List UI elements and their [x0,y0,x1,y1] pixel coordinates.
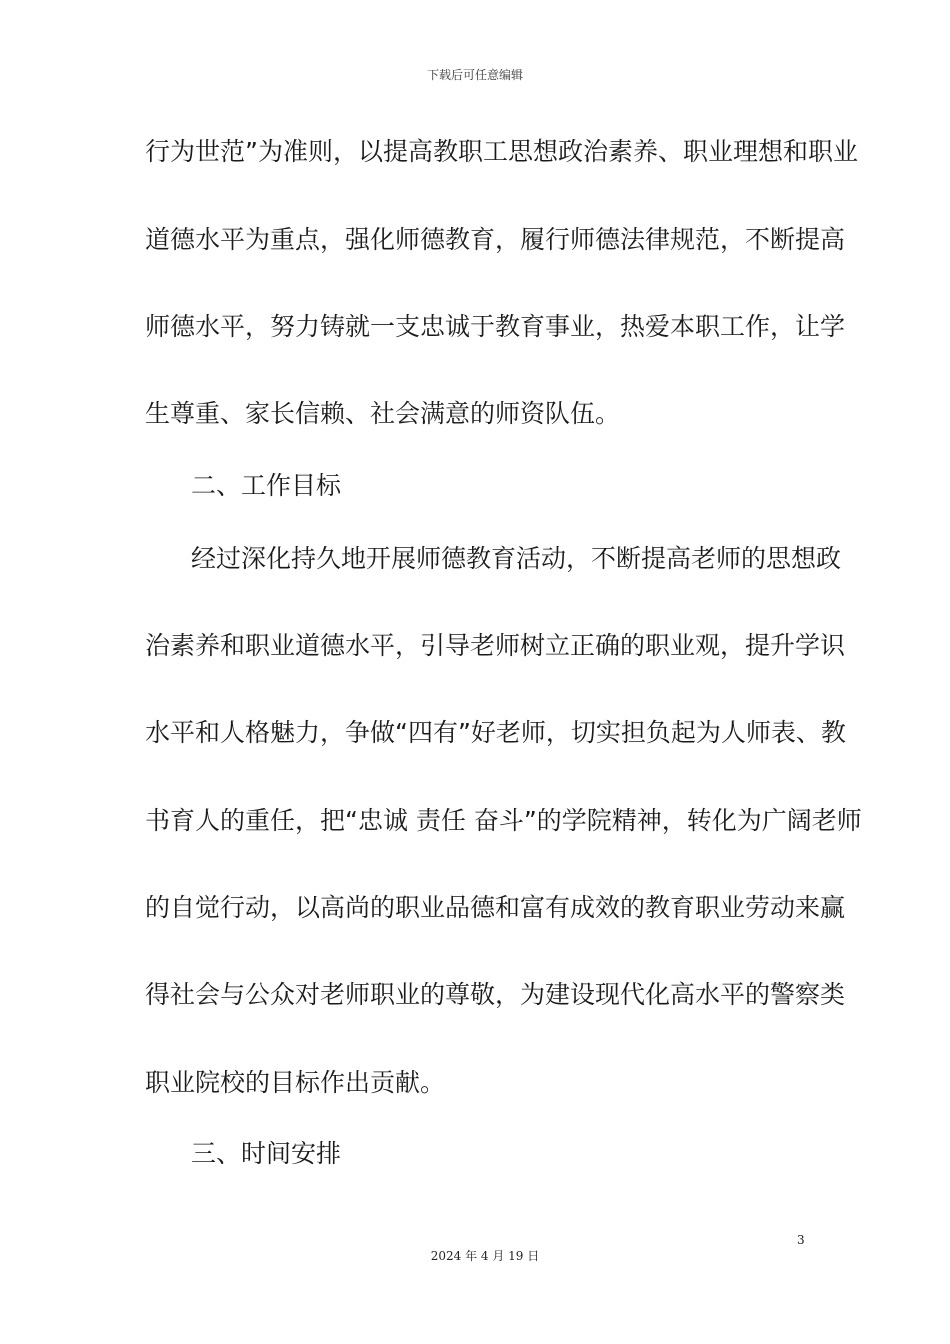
body-text-line: 书育人的重任，把“忠诚 责任 奋斗”的学院精神，转化为广阔老师 [145,806,862,835]
body-text-line: 生尊重、家长信赖、社会满意的师资队伍。 [145,399,621,428]
body-text-line: 的自觉行动，以高尚的职业品德和富有成效的教育职业劳动来赢 [145,893,846,922]
body-text-line: 水平和人格魅力，争做“四有”好老师，切实担负起为人师表、教 [145,718,846,747]
body-text-line: 师德水平，努力铸就一支忠诚于教育事业，热爱本职工作，让学 [145,312,846,341]
body-text-line: 治素养和职业道德水平，引导老师树立正确的职业观，提升学识 [145,631,846,660]
body-text-line: 经过深化持久地开展师德教育活动，不断提高老师的思想政 [191,544,842,573]
body-text-line: 职业院校的目标作出贡献。 [145,1068,446,1097]
page-number: 3 [797,1233,805,1247]
section-heading: 三、时间安排 [191,1139,342,1168]
body-text-line: 道德水平为重点，强化师德教育，履行师德法律规范，不断提高 [145,225,846,254]
body-text-line: 行为世范”为准则，以提高教职工思想政治素养、职业理想和职业 [145,137,858,166]
section-heading: 二、工作目标 [191,471,342,500]
footer-date: 2024 年 4 月 19 日 [430,1249,540,1263]
page-header: 下载后可任意编辑 [426,68,523,82]
body-text-line: 得社会与公众对老师职业的尊敬，为建设现代化高水平的警察类 [145,980,846,1009]
